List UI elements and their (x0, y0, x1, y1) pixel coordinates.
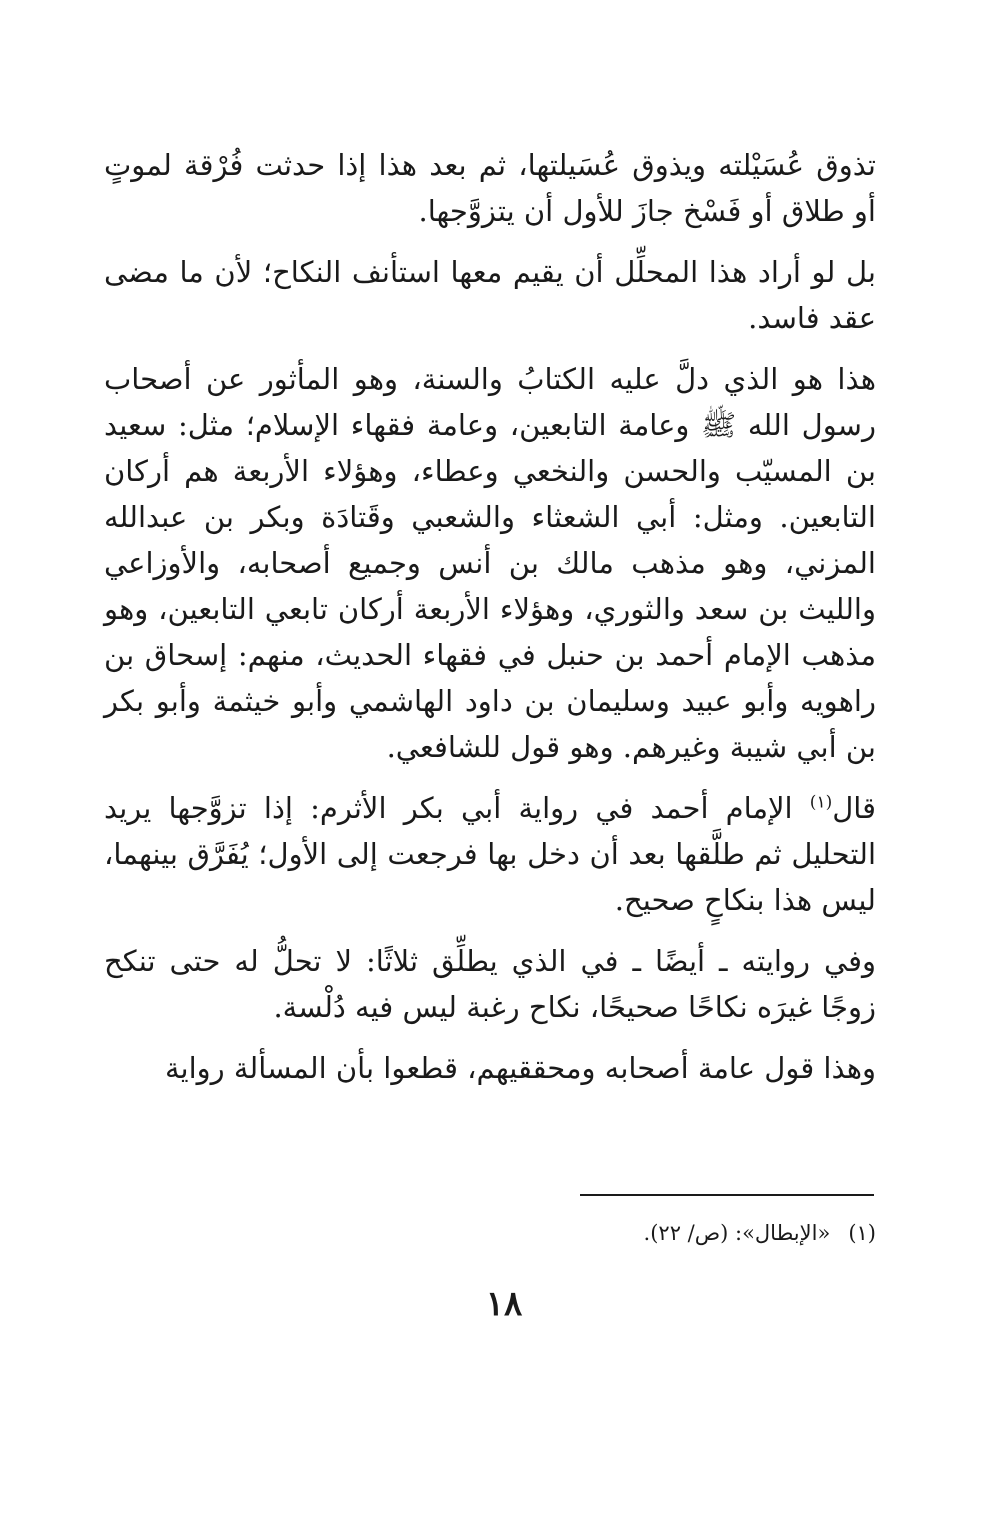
paragraph-4-body: الإمام أحمد في رواية أبي بكر الأثرم: إذا تزوَّجها يريد التحليل ثم طلَّقها بعد أن دخل بها فرجعت إلى الأول؛ يُفَرَّق بينهما، ليس هذا بنكاحٍ صحيح. (104, 791, 876, 917)
paragraph-1: تذوق عُسَيْلته ويذوق عُسَيلتها، ثم بعد هذا إذا حدثت فُرْقة لموتٍ أو طلاق أو فَسْخ جازَ للأول أن يتزوَّجها. (104, 148, 876, 228)
footnote-divider (580, 1194, 874, 1196)
footnote-text: «الإبطال»: (ص/ ٢٢). (643, 1221, 831, 1245)
paragraph-5: وفي روايته ـ أيضًا ـ في الذي يطلِّق ثلاثًا: لا تحلُّ له حتى تنكح زوجًا غيرَه نكاحًا صحيحًا، نكاح رغبة ليس فيه دُلْسة. (104, 944, 876, 1024)
footnote (420, 1218, 876, 1248)
footnote-number: (١) (848, 1221, 876, 1245)
paragraph-4 (104, 785, 876, 923)
page-number: ١٨ (485, 1284, 523, 1324)
paragraph-3: هذا هو الذي دلَّ عليه الكتابُ والسنة، وهو المأثور عن أصحاب رسول الله ﷺ وعامة التابعين، وعامة فقهاء الإسلام؛ مثل: سعيد بن المسيّب والحسن والنخعي وعطاء، وهؤلاء الأربعة هم أركان التابعين. ومثل: أبي الشعثاء والشعبي وقَتادَة وبكر بن عبدالله المزني، وهو مذهب مالك بن أنس وجميع أصحابه، والأوزاعي والليث بن سعد والثوري، وهؤلاء الأربعة أركان تابعي التابعين، وهو مذهب الإمام أحمد بن حنبل في فقهاء الحديث، منهم: إسحاق بن راهويه وأبو عبيد وسليمان بن داود الهاشمي وأبو خيثمة وأبو بكر بن أبي شيبة وغيرهم. وهو قول للشافعي. (104, 362, 876, 764)
paragraph-2: بل لو أراد هذا المحلِّل أن يقيم معها استأنف النكاح؛ لأن ما مضى عقد فاسد. (104, 255, 876, 335)
footnote-reference: (١) (809, 792, 833, 813)
main-text (104, 142, 876, 1106)
paragraph-6: وهذا قول عامة أصحابه ومحققيهم، قطعوا بأن المسألة رواية (164, 1051, 876, 1085)
paragraph-4-lead: قال (832, 791, 876, 825)
